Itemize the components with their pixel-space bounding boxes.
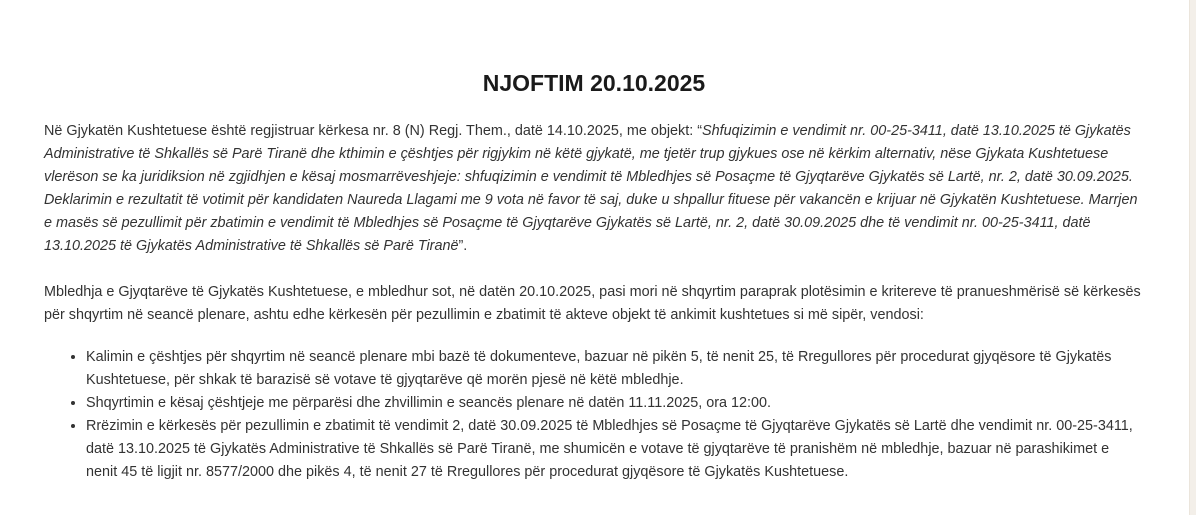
decision-item-1: • Kalimin e çështjes për shqyrtim në seancë plenare mbi bazë të dokumenteve, bazuar në pikën 5, të nenit 25, të Rregullores për procedurat gjyqësore të Gjykatës Kushtetuese, për shkak të barazisë së votave të gjyqtarëve që morën pjesë në këtë mbledhje. [86, 346, 1144, 392]
decision-paragraph: Mbledhja e Gjyqtarëve të Gjykatës Kushtetuese, e mbledhur sot, në datën 20.10.2025, pasi mori në shqyrtim paraprak plotësimin e kritereve të pranueshmërisë së kërkesës për shqyrtim në seancë plenare, ashtu edhe kërkesën për pezullimin e zbatimit të akteve objekt të ankimit kushtetues si më sipër, vendosi: [44, 284, 1141, 323]
decision-list [44, 346, 1144, 484]
notice-title: NJOFTIM 20.10.2025 [482, 70, 706, 96]
decision-item-2: • Shqyrtimin e kësaj çështjeje me përparësi dhe zhvillimin e seancës plenare në datën 11.11.2025, ora 12:00. [86, 392, 1144, 415]
decision-item-3: • Rrëzimin e kërkesës për pezullimin e zbatimit të vendimit 2, datë 30.09.2025 të Mbledhjes së Posaçme të Gjyqtarëve Gjykatës së Lartë dhe vendimit nr. 00-25-3411, datë 13.10.2025 të Gjykatës Administrative të Shkallës së Parë Tiranë, me shumicën e votave të gjyqtarëve të pranishëm në mbledhje, bazuar në parashikimet e nenit 45 të ligjit nr. 8577/2000 dhe pikës 4, të nenit 27 të Rregullores për procedurat gjyqësore të Gjykatës Kushtetuese. [86, 415, 1144, 484]
intro-prefix: Në Gjykatën Kushtetuese është regjistruar kërkesa nr. 8 (N) Regj. Them., datë 14.10.2025, me objekt: “ [44, 123, 703, 139]
scrollbar-edge[interactable] [1189, 0, 1196, 515]
intro-suffix: ”. [458, 238, 468, 254]
notice-article [44, 66, 1144, 484]
request-object-text: Shfuqizimin e vendimit nr. 00-25-3411, datë 13.10.2025 të Gjykatës Administrative të Shkallës së Parë Tiranë dhe kthimin e çështjes për rigjykim në këtë gjykatë, me tjetër trup gjykues ose në kërkim alternativ, nëse Gjykata Kushtetuese vlerëson se ka juridiksion në zgjidhjen e kësaj mosmarrëveshjeje: shfuqizimin e vendimit të Mbledhjes së Posaçme të Gjyqtarëve Gjykatës së Lartë, nr. 2, datë 30.09.2025. Deklarimin e rezultatit të votimit për kandidaten Naureda Llagami me 9 vota në favor të saj, duke u shpallur fituese për vakancën e krijuar në Gjykatën Kushtetuese. Marrjen e masës së pezullimit për zbatimin e vendimit të Mbledhjes së Posaçme të Gjyqtarëve Gjykatës së Lartë, nr. 2, datë 30.09.2025 dhe të vendimit nr. 00-25-3411, datë 13.10.2025 të Gjykatës Administrative të Shkallës së Parë Tiranë [44, 123, 1138, 254]
intro-paragraph [44, 120, 1144, 258]
